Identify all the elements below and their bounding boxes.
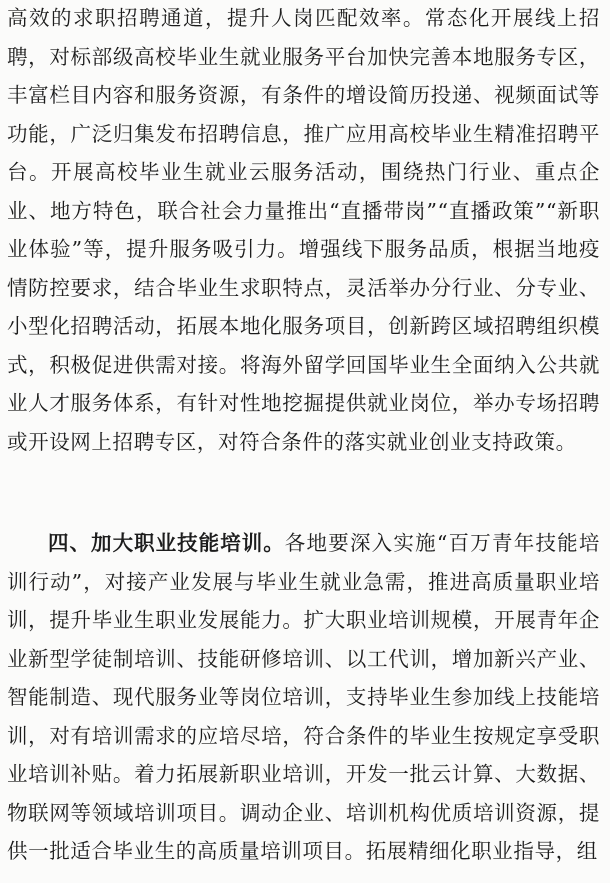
- paragraph-vocational-training: [7, 524, 600, 871]
- section-heading: 四、加大职业技能培训。: [48, 531, 285, 555]
- paragraph-recruitment-services: 高效的求职招聘通道，提升人岗匹配效率。常态化开展线上招聘，对标部级高校毕业生就业服务平台加快完善本地服务专区，丰富栏目内容和服务资源，有条件的增设简历投递、视频面试等功能，广泛归集发布招聘信息，推广应用高校毕业生精准招聘平台。开展高校毕业生就业云服务活动，围绕热门行业、重点企业、地方特色，联合社会力量推出“直播带岗”“直播政策”“新职业体验”等，提升服务吸引力。增强线下服务品质，根据当地疫情防控要求，结合毕业生求职特点，灵活举办分行业、分专业、小型化招聘活动，拓展本地化服务项目，创新跨区域招聘组织模式，积极促进供需对接。将海外留学回国毕业生全面纳入公共就业人才服务体系，有针对性地挖掘提供就业岗位，举办专场招聘或开设网上招聘专区，对符合条件的落实就业创业支持政策。: [7, 6, 600, 454]
- section-body: 各地要深入实施“百万青年技能培训行动”，对接产业发展与毕业生就业急需，推进高质量职业培训，提升毕业生职业发展能力。扩大职业培训规模，开展青年企业新型学徒制培训、技能研修培训、以工代训，增加新兴产业、智能制造、现代服务业等岗位培训，支持毕业生参加线上技能培训，对有培训需求的应培尽培，符合条件的毕业生按规定享受职业培训补贴。着力拓展新职业培训，开发一批云计算、大数据、物联网等领域培训项目。调动企业、培训机构优质培训资源，提供一批适合毕业生的高质量培训项目。拓展精细化职业指导，组: [7, 531, 601, 863]
